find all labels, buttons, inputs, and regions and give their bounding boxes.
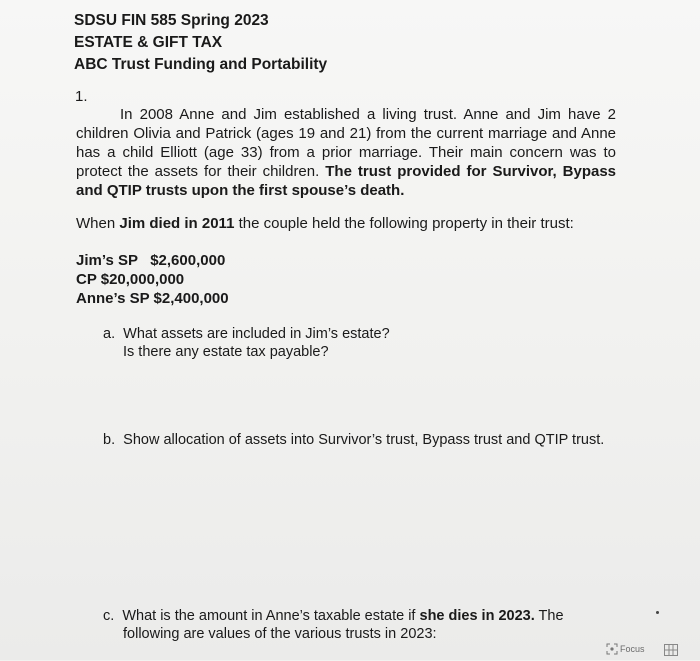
asset-jim-sp: Jim’s SP $2,600,000 [76, 252, 226, 269]
question-intro [76, 105, 616, 200]
focus-icon [606, 643, 618, 655]
question-number: 1. [75, 88, 88, 105]
part-c-prefix: c. What is the amount in Anne’s taxable estate if [103, 608, 416, 624]
topic-title: ESTATE & GIFT TAX [74, 34, 223, 51]
focus-label: Focus [620, 644, 645, 654]
asset-anne-sp: Anne’s SP $2,400,000 [76, 290, 229, 307]
part-a-line1: a. What assets are included in Jim’s estate? [103, 326, 390, 342]
part-c-bold: she dies in 2023. [419, 608, 535, 624]
part-a-line2: Is there any estate tax payable? [123, 344, 329, 360]
when-bold: Jim died in 2011 [119, 215, 235, 232]
asset-cp: CP $20,000,000 [76, 271, 185, 288]
intro-text: In 2008 Anne and Jim established a living trust. Anne and Jim have 2 children Olivia and Patrick (ages 19 and 21) from the current marriage and Anne has a child Elliott (age 33) from a prior marriage. Their main concern was to protect the assets for their children. [76, 106, 616, 180]
assignment-title: ABC Trust Funding and Portability [74, 56, 328, 73]
course-title: SDSU FIN 585 Spring 2023 [74, 12, 269, 29]
part-a [103, 325, 390, 361]
part-c-suffix: The [538, 608, 564, 624]
document-header [74, 10, 327, 76]
focus-button[interactable] [606, 643, 645, 655]
asset-list [76, 251, 229, 308]
grid-icon[interactable] [664, 643, 678, 661]
when-suffix: the couple held the following property in their trust: [238, 215, 574, 232]
part-c-line2: following are values of the various trusts in 2023: [123, 626, 437, 642]
part-b: b. Show allocation of assets into Survivor’s trust, Bypass trust and QTIP trust. [103, 432, 605, 448]
stray-mark [656, 611, 659, 614]
intro-bold-text: The trust provided for Survivor, Bypass and QTIP trusts upon the first spouse’s death. [76, 163, 617, 199]
when-prefix: When [76, 215, 116, 232]
part-c [103, 607, 623, 643]
when-sentence [76, 215, 574, 232]
